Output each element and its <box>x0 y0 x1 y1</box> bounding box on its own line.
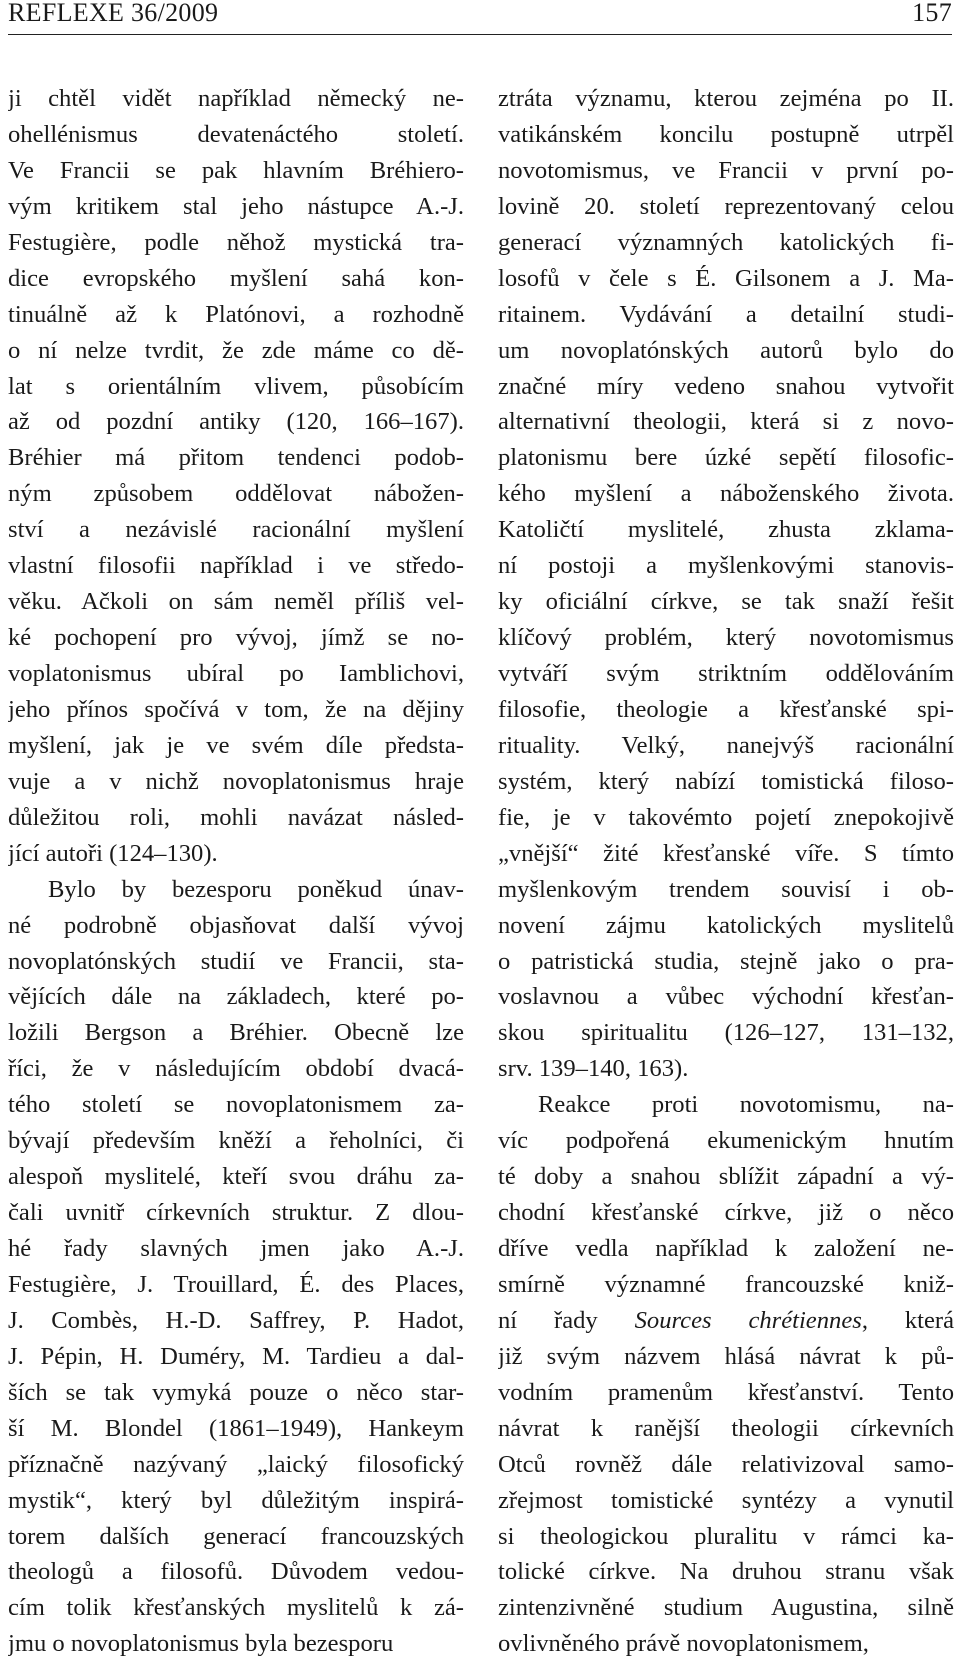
text-line: losofů v čele s É. Gilsonem a J. Ma- <box>498 264 954 292</box>
text-line: věku. Ačkoli on sám neměl příliš vel- <box>8 588 464 616</box>
text-line: ších se tak vymyká pouze o něco star- <box>8 1378 464 1406</box>
text-line: smírně významné francouzské kniž- <box>498 1270 954 1298</box>
text-line: ztráta významu, kterou zejména po II. <box>498 85 954 112</box>
text-line: o ní nelze tvrdit, že zde máme co dě- <box>8 336 464 364</box>
text-line: mystik“, který byl důležitým inspirá- <box>8 1486 464 1514</box>
text-line: novotomismus, ve Francii v první po- <box>498 156 954 184</box>
text-line: rituality. Velký, nanejvýš racionální <box>498 731 954 759</box>
journal-issue: REFLEXE 36/2009 <box>8 0 219 27</box>
text-line: té doby a snahou sblížit západní a vý- <box>498 1163 954 1191</box>
text-line: Festugière, podle něhož mystická tra- <box>8 228 464 256</box>
text-line: vatikánském koncilu postupně utrpěl <box>498 120 954 148</box>
text-line: vodním pramenům křesťanství. Tento <box>498 1378 954 1406</box>
text-line: systém, který nabízí tomistická filoso- <box>498 767 954 795</box>
text-line: ji chtěl vidět například německý ne- <box>8 85 464 112</box>
text-line: bývají především kněží a řeholníci, či <box>8 1127 464 1155</box>
text-line: ovlivněného právě novoplatonismem, <box>498 1630 869 1658</box>
left-column <box>8 81 464 1662</box>
series-title: Sources chrétiennes <box>634 1306 862 1334</box>
text-line: ší M. Blondel (1861–1949), Hankeym <box>8 1414 464 1442</box>
text-line: filosofie, theologie a křesťanské spi- <box>498 695 954 723</box>
text-line: říci, že v následujícím období dvacá- <box>8 1055 464 1083</box>
text-line: generací významných katolických fi- <box>498 228 954 256</box>
text-line: ké pochopení pro vývoj, jímž se no- <box>8 624 464 652</box>
text-line: srv. 139–140, 163). <box>498 1055 689 1083</box>
text-line: vytváří svým striktním oddělováním <box>498 660 954 687</box>
text-line: značné míry vedeno snahou vytvořit <box>498 372 954 400</box>
text-line: zřejmost tomistické syntézy a vynutil <box>498 1486 954 1514</box>
text-line: zintenzivněné studium Augustina, silně <box>498 1594 954 1622</box>
text-line: cím tolik křesťanských myslitelů k zá- <box>8 1594 464 1622</box>
text-line: novení zájmu katolických myslitelů <box>498 911 954 939</box>
text-line: platonismu bere úzké sepětí filosofic- <box>498 444 954 472</box>
text-line: voslavnou a vůbec východní křesťan- <box>498 983 954 1011</box>
text-line: „vnější“ žité křesťanské víře. S tímto <box>498 839 954 867</box>
text-line: dříve vedla například k založení ne- <box>498 1235 954 1262</box>
text-line: tého století se novoplatonismem za- <box>8 1091 464 1119</box>
text-line: až od pozdní antiky (120, 166–167). <box>8 408 464 436</box>
text-line: tolické církve. Na druhou stranu však <box>498 1558 954 1586</box>
text-line: Bylo by bezesporu poněkud únav- <box>48 875 464 903</box>
text-line: již svým názvem hlásá návrat k pů- <box>498 1342 954 1370</box>
text-line: tinuálně až k Platónovi, a rozhodně <box>8 300 464 328</box>
text-line: příznačně nazývaný „laický filosofický <box>8 1450 464 1478</box>
text-line: myšlenkovým trendem souvisí i ob- <box>498 875 954 903</box>
text-line: kého myšlení a náboženského života. <box>498 480 954 508</box>
text-line: vým kritikem stal jeho nástupce A.-J. <box>8 192 464 220</box>
text-line: návrat k ranější theologii církevních <box>498 1414 954 1442</box>
text-line: jící autoři (124–130). <box>8 839 218 867</box>
text-line: dice evropského myšlení sahá kon- <box>8 264 464 292</box>
text-line: hé řady slavných jmen jako A.-J. <box>8 1235 464 1262</box>
text-line: ní postoji a myšlenkovými stanovis- <box>498 552 954 580</box>
header-rule <box>8 34 952 35</box>
text-line: vějících dále na základech, které po- <box>8 983 464 1011</box>
text-line: čali uvnitř církevních struktur. Z dlou- <box>8 1199 464 1227</box>
text-line: Ve Francii se pak hlavním Bréhiero- <box>8 156 464 184</box>
text-line: klíčový problém, který novotomismus <box>498 624 954 652</box>
text-line: um novoplatónských autorů bylo do <box>498 336 954 364</box>
text-line: ložili Bergson a Bréhier. Obecně lze <box>8 1019 464 1047</box>
text-line: lovině 20. století reprezentovaný celou <box>498 192 954 220</box>
text-line: myšlení, jak je ve svém díle předsta- <box>8 731 464 759</box>
text-line: J. Pépin, H. Duméry, M. Tardieu a dal- <box>8 1342 464 1370</box>
text-line: ství a nezávislé racionální myšlení <box>8 516 464 544</box>
text-line: ky oficiální církve, se tak snaží řešit <box>498 588 954 616</box>
text-line: skou spiritualitu (126–127, 131–132, <box>498 1019 954 1047</box>
text-line: né podrobně objasňovat další vývoj <box>8 911 464 939</box>
text-line: J. Combès, H.-D. Saffrey, P. Hadot, <box>8 1306 464 1334</box>
right-column <box>498 81 954 1662</box>
text-line: theologů a filosofů. Důvodem vedou- <box>8 1558 464 1586</box>
text-line: ohellénismus devatenáctého století. <box>8 120 464 148</box>
text-line: vuje a v nichž novoplatonismus hraje <box>8 767 464 795</box>
text-line: Reakce proti novotomismu, na- <box>538 1091 954 1119</box>
running-header <box>8 0 952 36</box>
text-line: ní řady Sources chrétiennes, která <box>498 1306 954 1334</box>
text-line: vlastní filosofii například i ve středo- <box>8 552 464 580</box>
text-line: Bréhier má přitom tendenci podob- <box>8 444 464 472</box>
text-line: chodní křesťanské církve, již o něco <box>498 1199 954 1227</box>
text-line: Festugière, J. Trouillard, É. des Places, <box>8 1270 464 1298</box>
text-line: Katoličtí myslitelé, zhusta zklama- <box>498 516 954 544</box>
text-line: torem dalších generací francouzských <box>8 1522 464 1550</box>
text-line: alespoň myslitelé, kteří svou dráhu za- <box>8 1163 464 1191</box>
text-line: novoplatónských studií ve Francii, sta- <box>8 947 464 975</box>
text-line: fie, je v takovémto pojetí znepokojivě <box>498 803 954 831</box>
text-line: lat s orientálním vlivem, působícím <box>8 372 464 400</box>
text-line: ritainem. Vydávání a detailní studi- <box>498 300 954 328</box>
text-line: důležitou roli, mohli navázat násled- <box>8 803 464 831</box>
text-line: si theologickou pluralitu v rámci ka- <box>498 1522 954 1550</box>
page-number: 157 <box>912 0 952 27</box>
text-line: Otců rovněž dále relativizoval samo- <box>498 1450 954 1478</box>
text-line: o patristická studia, stejně jako o pra- <box>498 947 954 975</box>
text-line: víc podpořená ekumenickým hnutím <box>498 1127 954 1155</box>
text-line: ným způsobem oddělovat nábožen- <box>8 480 464 508</box>
text-line: alternativní theologii, která si z novo- <box>498 408 954 436</box>
text-line: jmu o novoplatonismus byla bezesporu <box>8 1630 394 1658</box>
text-line: jeho přínos spočívá v tom, že na dějiny <box>8 695 464 723</box>
text-line: voplatonismus ubíral po Iamblichovi, <box>8 660 464 687</box>
